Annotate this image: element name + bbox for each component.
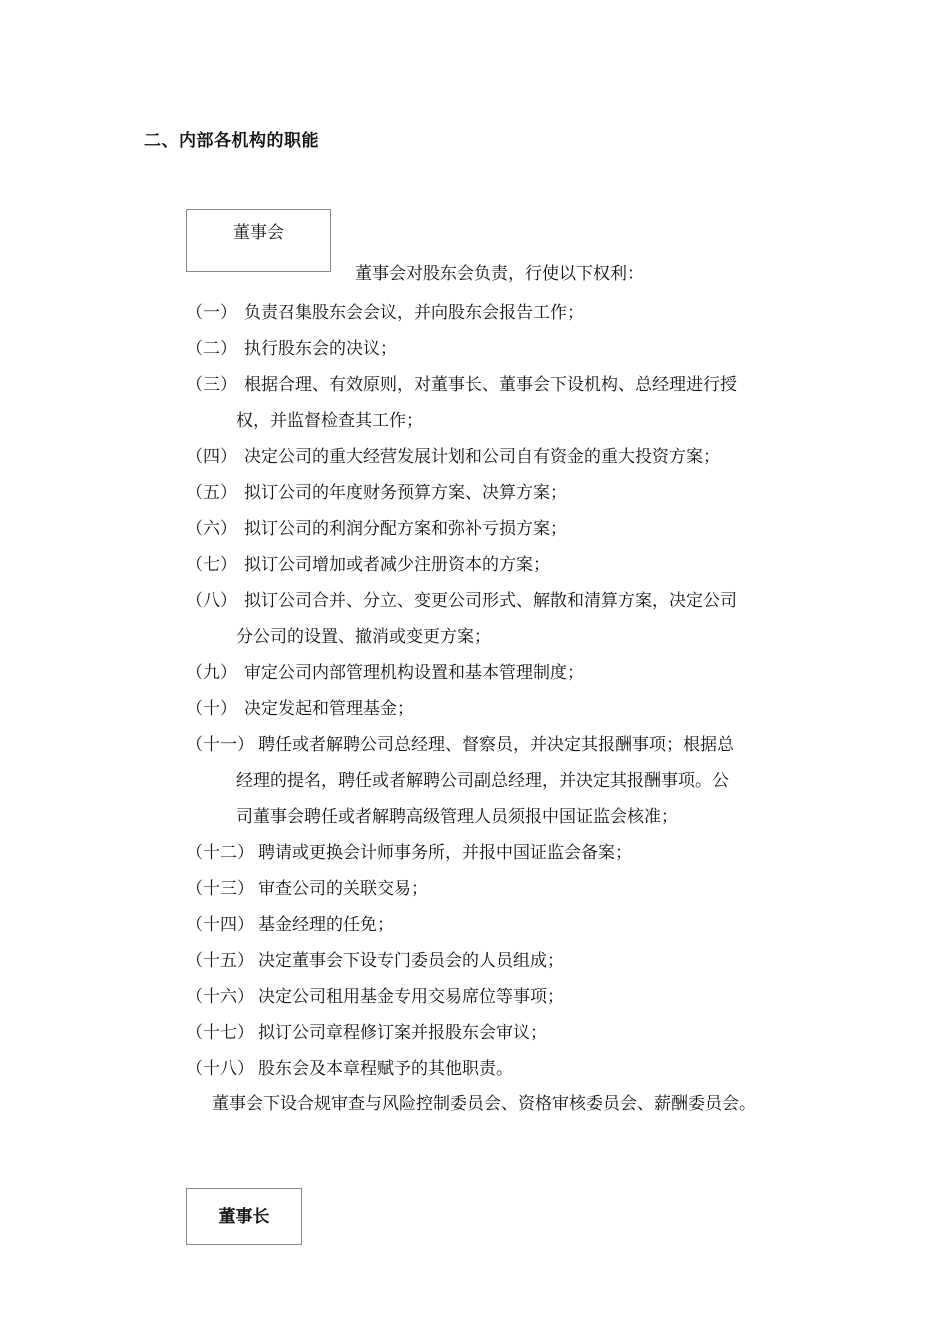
duty-text: 基金经理的任免； (258, 915, 394, 935)
duty-item (186, 295, 826, 331)
duty-text: 执行股东会的决议； (244, 339, 397, 359)
duty-text: 分公司的设置、撤消或变更方案； (236, 627, 491, 647)
board-intro: 董事会对股东会负责，行使以下权利： (355, 264, 644, 284)
duty-number: （八） (186, 591, 237, 611)
duty-text: 拟订公司的利润分配方案和弥补亏损方案； (244, 519, 567, 539)
duty-text: 聘任或者解聘公司总经理、督察员，并决定其报酬事项；根据总 (258, 735, 734, 755)
duty-item (186, 871, 826, 907)
committees-note: 董事会下设合规审查与风险控制委员会、资格审核委员会、薪酬委员会。 (212, 1094, 756, 1114)
duty-text: 决定发起和管理基金； (244, 699, 414, 719)
section-title: 二、内部各机构的职能 (144, 131, 319, 151)
duty-text: 根据合理、有效原则，对董事长、董事会下设机构、总经理进行授 (244, 375, 737, 395)
duty-text: 决定董事会下设专门委员会的人员组成； (258, 951, 564, 971)
duty-number: （十二） (186, 843, 254, 863)
duty-number: （十） (186, 699, 237, 719)
duty-text: 权，并监督检查其工作； (236, 411, 423, 431)
duty-number: （六） (186, 519, 237, 539)
duty-number: （一） (186, 303, 237, 323)
duty-item (186, 907, 826, 943)
duty-number: （十一） (186, 735, 254, 755)
board-box (186, 209, 331, 272)
duty-number: （十七） (186, 1023, 254, 1043)
duty-number: （四） (186, 447, 237, 467)
duty-item (186, 655, 826, 691)
duty-number: （十六） (186, 987, 254, 1007)
duty-item (186, 943, 826, 979)
duty-text: 拟订公司合并、分立、变更公司形式、解散和清算方案，决定公司 (244, 591, 737, 611)
duty-text: 拟订公司增加或者减少注册资本的方案； (244, 555, 550, 575)
duty-number: （三） (186, 375, 237, 395)
duty-item (186, 583, 826, 655)
duty-item (186, 727, 826, 835)
duty-item (186, 1015, 826, 1051)
duty-text: 审查公司的关联交易； (258, 879, 428, 899)
duty-item (186, 511, 826, 547)
board-duties-list (186, 295, 826, 1087)
duty-text: 聘请或更换会计师事务所，并报中国证监会备案； (258, 843, 632, 863)
duty-number: （九） (186, 663, 237, 683)
duty-number: （十三） (186, 879, 254, 899)
duty-number: （十四） (186, 915, 254, 935)
duty-item (186, 691, 826, 727)
duty-number: （二） (186, 339, 237, 359)
duty-text: 负责召集股东会会议，并向股东会报告工作； (244, 303, 584, 323)
duty-number: （五） (186, 483, 237, 503)
duty-number: （七） (186, 555, 237, 575)
duty-text: 审定公司内部管理机构设置和基本管理制度； (244, 663, 584, 683)
duty-text: 经理的提名，聘任或者解聘公司副总经理，并决定其报酬事项。公 (236, 771, 729, 791)
chairman-box-label: 董事长 (218, 1207, 270, 1227)
duty-text: 决定公司租用基金专用交易席位等事项； (258, 987, 564, 1007)
duty-item (186, 835, 826, 871)
duty-item (186, 439, 826, 475)
chairman-box (186, 1188, 302, 1245)
duty-item (186, 475, 826, 511)
duty-text: 股东会及本章程赋予的其他职责。 (258, 1059, 513, 1079)
duty-item (186, 331, 826, 367)
duty-number: （十八） (186, 1059, 254, 1079)
duty-item (186, 1051, 826, 1087)
board-box-label: 董事会 (233, 223, 284, 243)
duty-text: 司董事会聘任或者解聘高级管理人员须报中国证监会核准； (236, 807, 678, 827)
duty-number: （十五） (186, 951, 254, 971)
duty-item (186, 547, 826, 583)
duty-text: 拟订公司的年度财务预算方案、决算方案； (244, 483, 567, 503)
duty-text: 决定公司的重大经营发展计划和公司自有资金的重大投资方案； (244, 447, 720, 467)
duty-item (186, 367, 826, 439)
duty-item (186, 979, 826, 1015)
duty-text: 拟订公司章程修订案并报股东会审议； (258, 1023, 547, 1043)
